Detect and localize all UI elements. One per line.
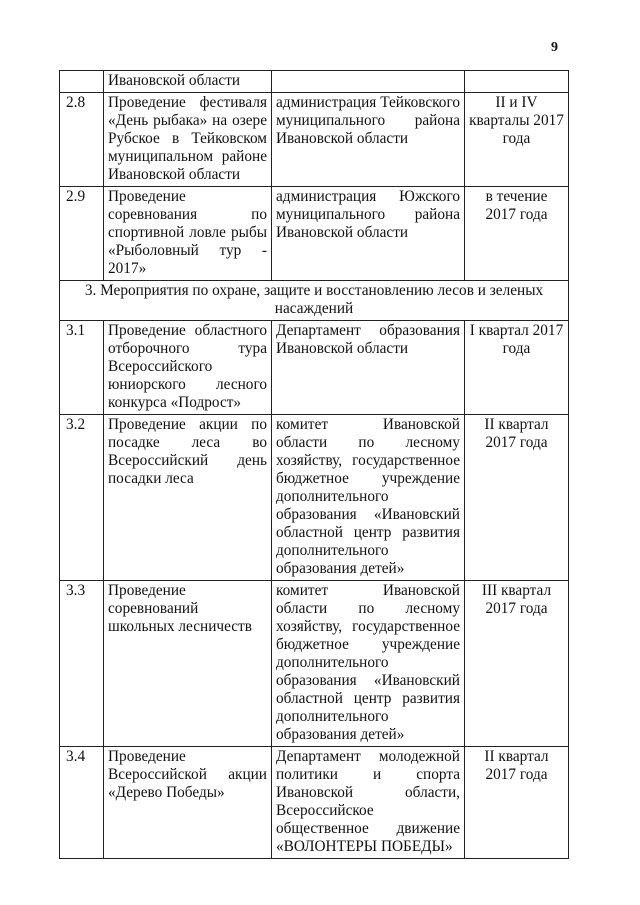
cell-number: 2.9	[60, 187, 104, 281]
table-row	[60, 415, 569, 581]
cell-period: II и IV кварталы 2017 года	[465, 93, 569, 187]
table-row	[60, 321, 569, 415]
cell-organizer: комитет Ивановской области по лесному хозяйству, государственное бюджетное учреждение дополнительного образования «Ивановский областной центр развития дополнительного образования детей»	[272, 581, 465, 747]
table-row	[60, 93, 569, 187]
cell-number: 3.1	[60, 321, 104, 415]
cell-event: Проведение Всероссийской акции «Дерево Победы»	[104, 747, 272, 859]
section-title: 3. Мероприятия по охране, защите и восстановлению лесов и зеленых насаждений	[60, 281, 569, 321]
cell-event: Проведение фестиваля «День рыбака» на озере Рубское в Тейковском муниципальном районе Ивановской области	[104, 93, 272, 187]
cell-organizer: администрация Южского муниципального района Ивановской области	[272, 187, 465, 281]
cell-number: 2.8	[60, 93, 104, 187]
cell-organizer: Департамент молодежной политики и спорта Ивановской области, Всероссийское общественное движение «ВОЛОНТЕРЫ ПОБЕДЫ»	[272, 747, 465, 859]
cell-number: 3.2	[60, 415, 104, 581]
cell-period: II квартал 2017 года	[465, 415, 569, 581]
table-row	[60, 581, 569, 747]
cell-period: II квартал 2017 года	[465, 747, 569, 859]
cell-event: Проведение областного отборочного тура Всероссийского юниорского лесного конкурса «Подрост»	[104, 321, 272, 415]
table-row-continued	[60, 71, 569, 93]
section-header-row	[60, 281, 569, 321]
cell-period: III квартал 2017 года	[465, 581, 569, 747]
cell-organizer: администрация Тейковского муниципального района Ивановской области	[272, 93, 465, 187]
events-table	[59, 70, 569, 859]
cell-period	[465, 71, 569, 93]
cell-number: 3.3	[60, 581, 104, 747]
cell-organizer: комитет Ивановской области по лесному хозяйству, государственное бюджетное учреждение дополнительного образования «Ивановский областной центр развития дополнительного образования детей»	[272, 415, 465, 581]
cell-organizer: Департамент образования Ивановской области	[272, 321, 465, 415]
cell-event: Проведение акции по посадке леса во Всероссийский день посадки леса	[104, 415, 272, 581]
cell-organizer	[272, 71, 465, 93]
page-number: 9	[551, 40, 558, 55]
table-row	[60, 747, 569, 859]
cell-event: Ивановской области	[104, 71, 272, 93]
cell-period: в течение 2017 года	[465, 187, 569, 281]
cell-number: 3.4	[60, 747, 104, 859]
cell-event: Проведение соревнования по спортивной ловле рыбы «Рыболовный тур - 2017»	[104, 187, 272, 281]
cell-event: Проведение соревнований школьных лесничеств	[104, 581, 272, 747]
cell-period: I квартал 2017 года	[465, 321, 569, 415]
cell-number	[60, 71, 104, 93]
table-row	[60, 187, 569, 281]
